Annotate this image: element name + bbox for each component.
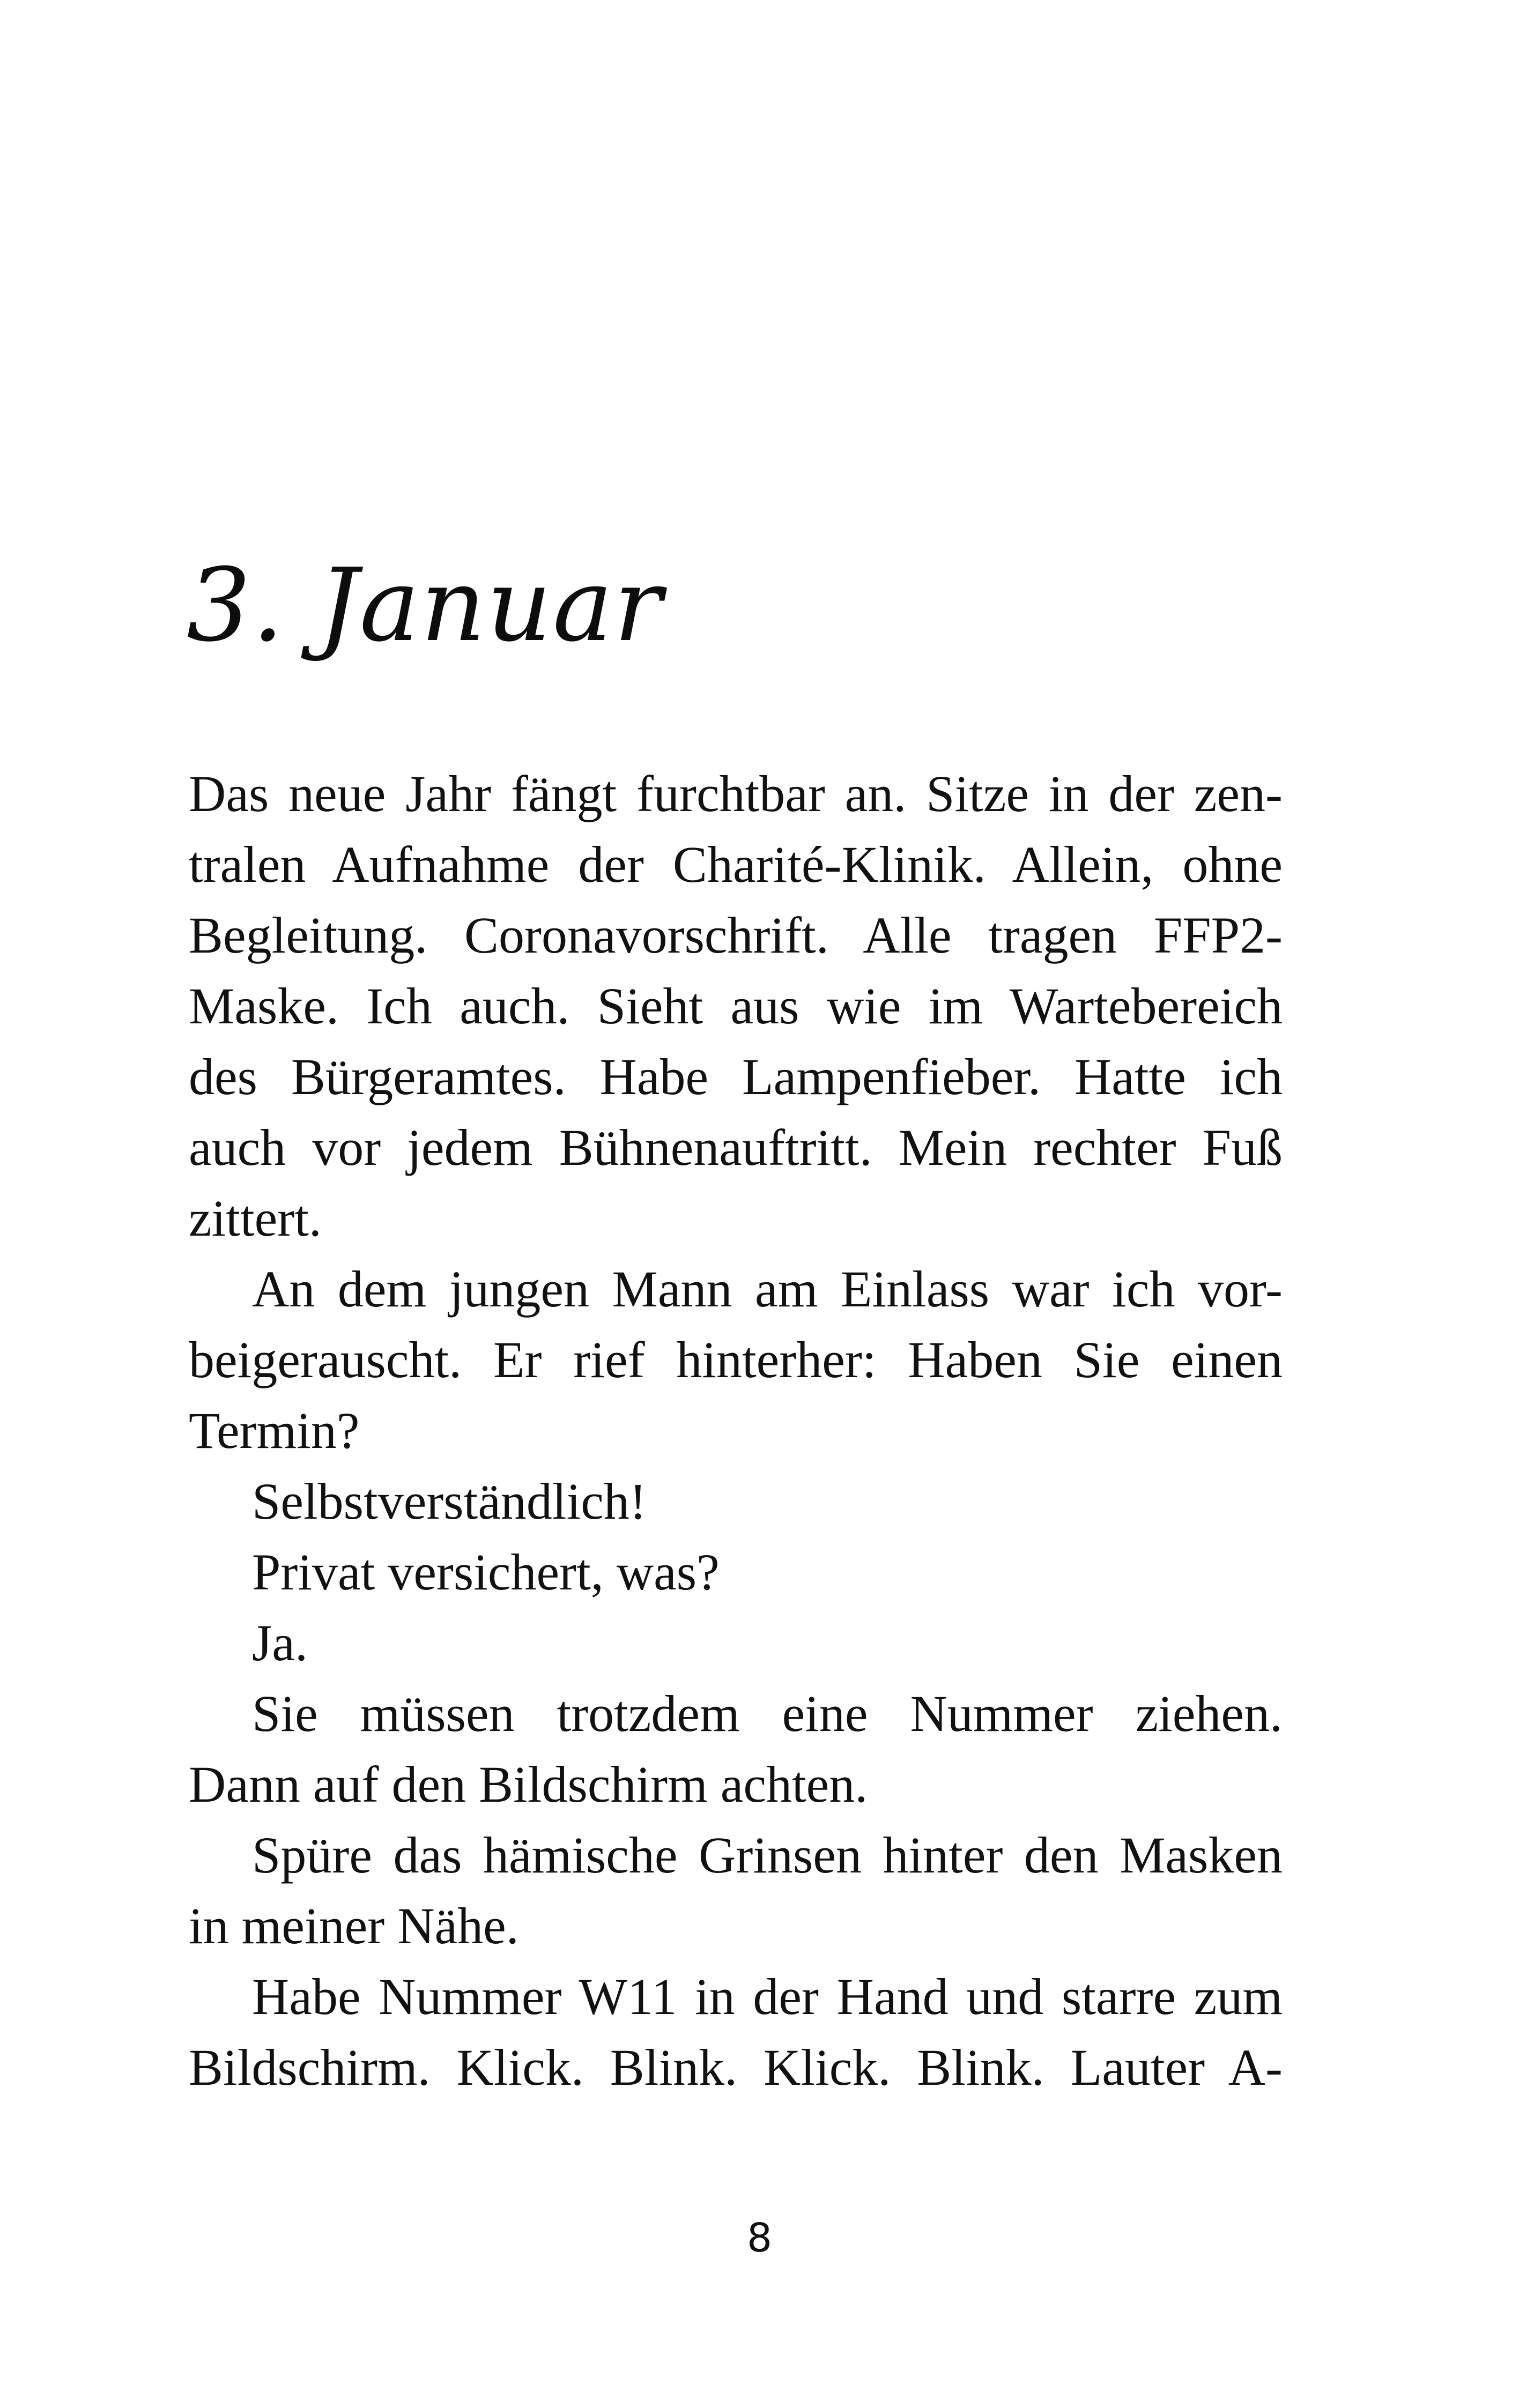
text-line: Spüre das hämische Grinsen hinter den Masken [252, 1826, 1283, 1884]
chapter-title: 3. Januar [187, 547, 663, 664]
text-line: Dann auf den Bildschirm achten. [189, 1756, 868, 1813]
text-line: Privat versichert, was? [252, 1543, 720, 1601]
text-line: in meiner Nähe. [189, 1897, 519, 1954]
page-number: 8 [746, 2215, 773, 2261]
text-line: auch vor jedem Bühnenauftritt. Mein rechter Fuß [189, 1119, 1283, 1176]
text-line: Bildschirm. Klick. Blink. Klick. Blink. Lauter A- [189, 2039, 1283, 2096]
text-line: Das neue Jahr fängt furchtbar an. Sitze in der zen- [189, 765, 1283, 822]
text-line: Termin? [189, 1402, 360, 1459]
body-text [189, 759, 1283, 2103]
text-line: Selbstverständlich! [252, 1473, 647, 1530]
text-line: Sie müssen trotzdem eine Nummer ziehen. [252, 1685, 1283, 1742]
text-line: Begleitung. Coronavorschrift. Alle tragen FFP2- [189, 906, 1283, 964]
text-line: beigerauscht. Er rief hinterher: Haben Sie einen [189, 1331, 1283, 1388]
text-line: des Bürgeramtes. Habe Lampenfieber. Hatte ich [189, 1048, 1283, 1105]
text-line: zittert. [189, 1190, 322, 1247]
text-line: An dem jungen Mann am Einlass war ich vor- [252, 1260, 1283, 1318]
text-line: Ja. [252, 1614, 308, 1671]
text-line: Maske. Ich auch. Sieht aus wie im Wartebereich [189, 977, 1283, 1035]
text-line: tralen Aufnahme der Charité-Klinik. Allein, ohne [189, 836, 1283, 893]
text-line: Habe Nummer W11 in der Hand und starre zum [252, 1968, 1283, 2025]
